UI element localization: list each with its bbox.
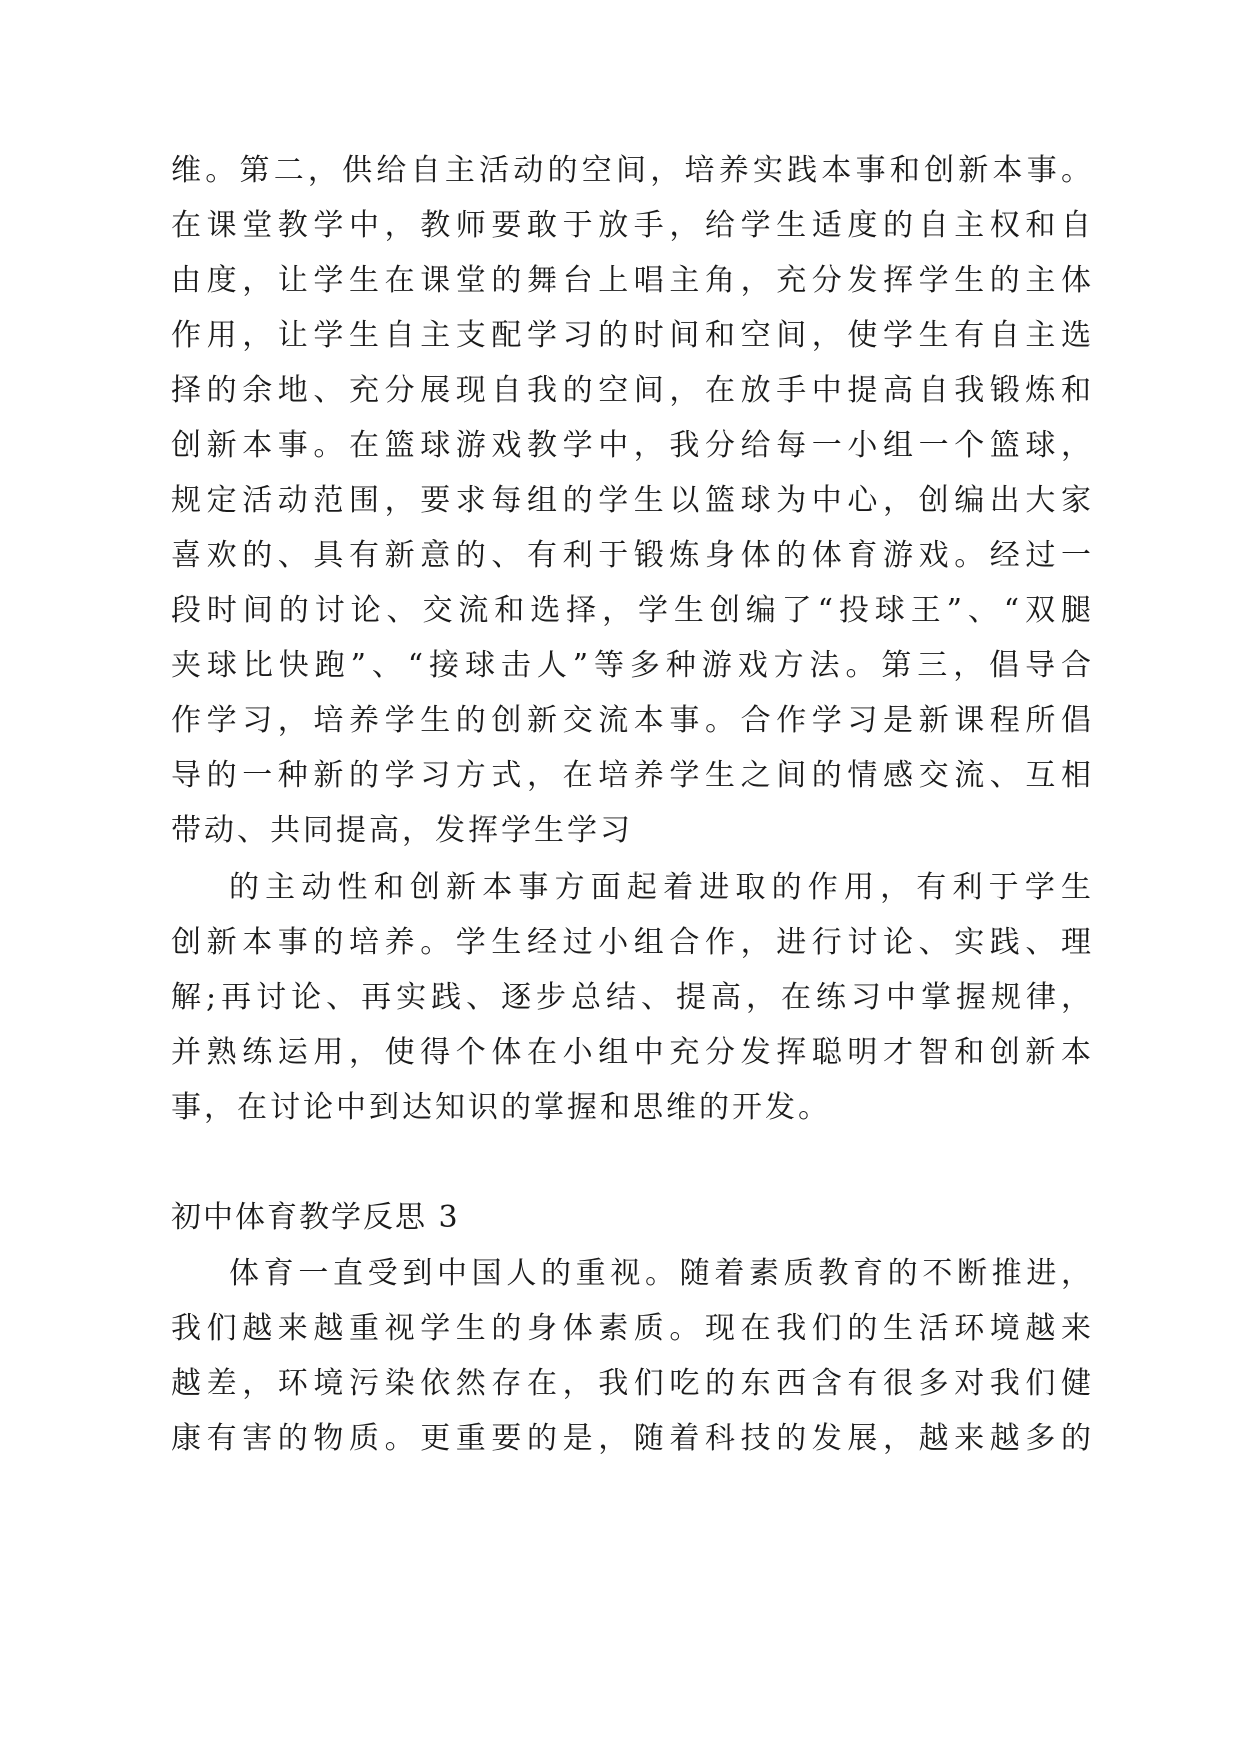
paragraph-line: 维。第二，供给自主活动的空间，培养实践本事和创新本事。 — [171, 153, 1091, 188]
paragraph-line: 创新本事。在篮球游戏教学中，我分给每一小组一个篮球， — [171, 428, 1091, 463]
paragraph-line: 喜欢的、具有新意的、有利于锻炼身体的体育游戏。经过一 — [171, 538, 1091, 573]
paragraph-line: 导的一种新的学习方式，在培养学生之间的情感交流、互相 — [171, 758, 1091, 793]
paragraph-line: 越差，环境污染依然存在，我们吃的东西含有很多对我们健 — [171, 1366, 1091, 1401]
paragraph-line: 解;再讨论、再实践、逐步总结、提高，在练习中掌握规律， — [171, 980, 1091, 1015]
paragraph-line: 择的余地、充分展现自我的空间，在放手中提高自我锻炼和 — [171, 373, 1091, 408]
paragraph-line: 创新本事的培养。学生经过小组合作，进行讨论、实践、理 — [171, 925, 1091, 960]
paragraph-line: 事，在讨论中到达知识的掌握和思维的开发。 — [171, 1090, 831, 1125]
section-heading: 初中体育教学反思 3 — [171, 1200, 460, 1235]
paragraph-line: 我们越来越重视学生的身体素质。现在我们的生活环境越来 — [171, 1311, 1091, 1346]
paragraph-line: 规定活动范围，要求每组的学生以篮球为中心，创编出大家 — [171, 483, 1091, 518]
paragraph-line: 作用，让学生自主支配学习的时间和空间，使学生有自主选 — [171, 318, 1091, 353]
paragraph-line: 由度，让学生在课堂的舞台上唱主角，充分发挥学生的主体 — [171, 263, 1091, 298]
paragraph-line: 作学习，培养学生的创新交流本事。合作学习是新课程所倡 — [171, 703, 1091, 738]
paragraph-line: 康有害的物质。更重要的是，随着科技的发展，越来越多的 — [171, 1421, 1091, 1456]
paragraph-line: 并熟练运用，使得个体在小组中充分发挥聪明才智和创新本 — [171, 1035, 1091, 1070]
paragraph-line: 带动、共同提高，发挥学生学习 — [171, 813, 633, 848]
paragraph-line: 夹球比快跑”、“接球击人”等多种游戏方法。第三，倡导合 — [171, 648, 1091, 683]
paragraph-line: 的主动性和创新本事方面起着进取的作用，有利于学生 — [229, 870, 1091, 905]
paragraph-line: 体育一直受到中国人的重视。随着素质教育的不断推进， — [229, 1256, 1091, 1291]
paragraph-line: 在课堂教学中，教师要敢于放手，给学生适度的自主权和自 — [171, 208, 1091, 243]
paragraph-line: 段时间的讨论、交流和选择，学生创编了“投球王”、“双腿 — [171, 593, 1091, 628]
